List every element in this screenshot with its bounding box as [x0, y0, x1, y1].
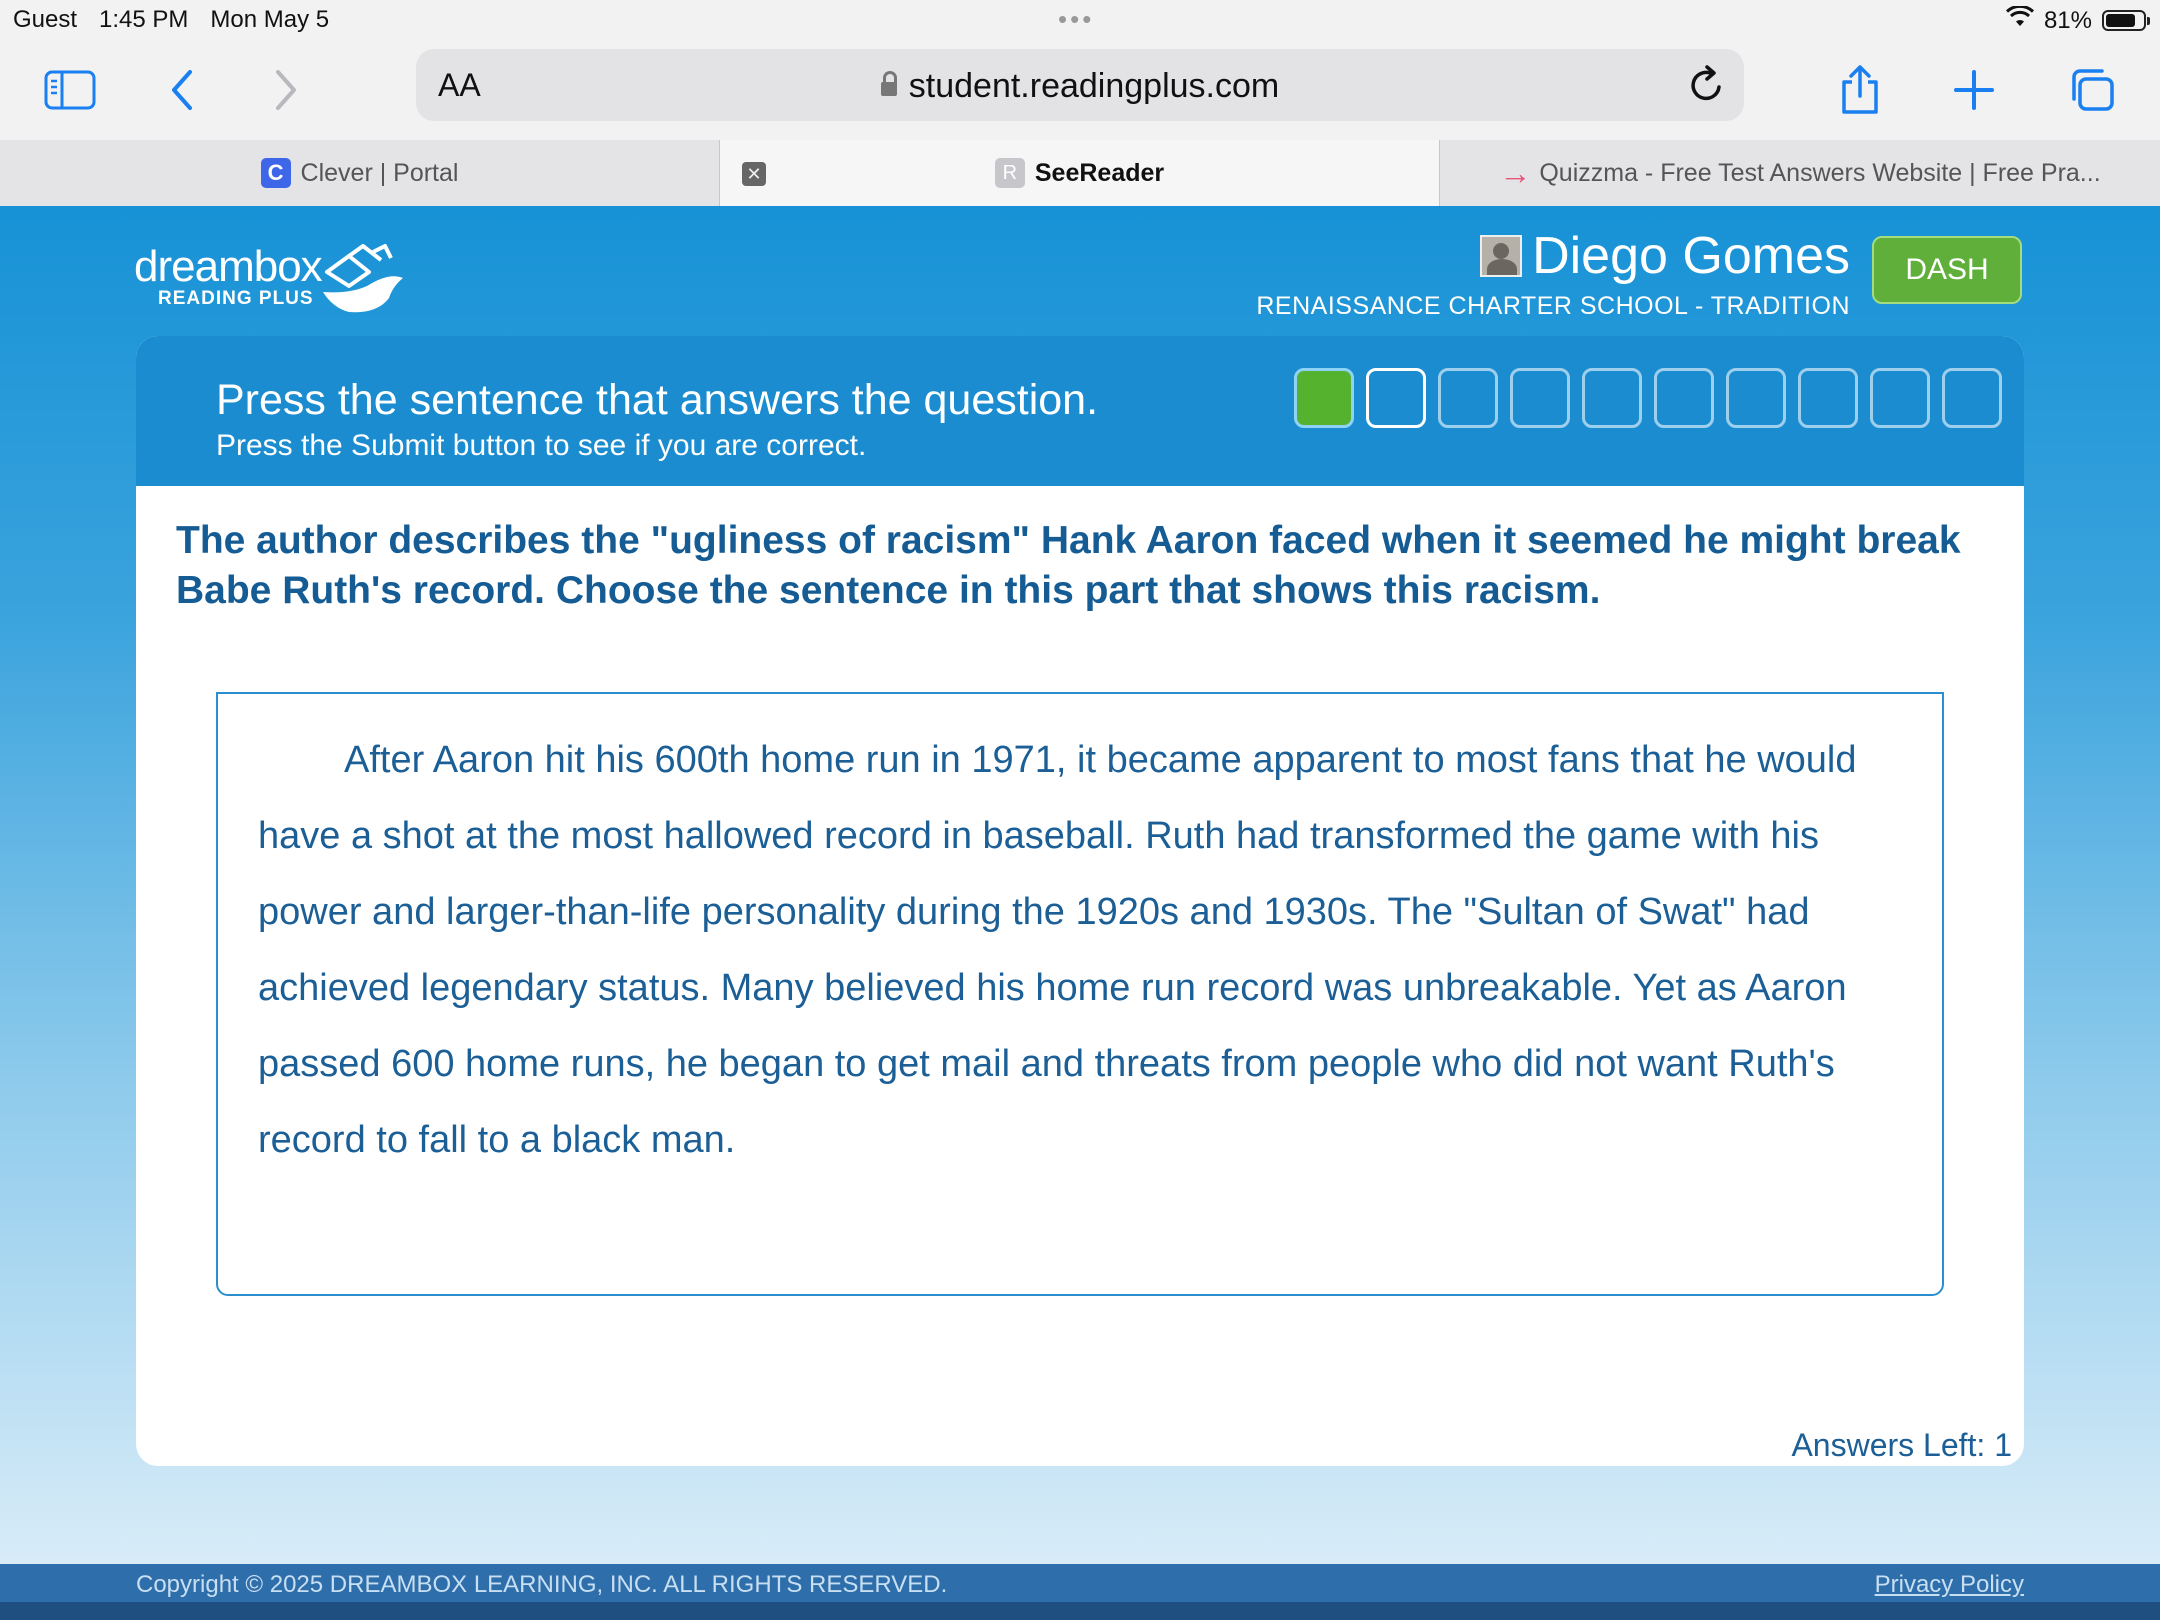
progress-box [1654, 368, 1714, 428]
answers-left: Answers Left: 1 [1791, 1427, 2012, 1463]
battery-percent: 81% [2043, 6, 2092, 34]
progress-box [1582, 368, 1642, 428]
tab-title: Quizzma - Free Test Answers Website | Free Pra... [1539, 158, 2101, 187]
progress-box [1726, 368, 1786, 428]
new-tab-icon[interactable] [1942, 58, 2006, 122]
sub-instruction-text: Press the Submit button to see if you are correct. [216, 429, 867, 462]
sidebar-toggle-icon[interactable] [38, 58, 102, 122]
instruction-header [136, 336, 2024, 486]
progress-box [1798, 368, 1858, 428]
browser-toolbar [0, 44, 2160, 140]
battery-icon [2102, 10, 2146, 31]
quizzma-favicon-icon: → [1499, 154, 1532, 191]
user-name: Diego Gomes [1532, 227, 1850, 285]
status-bar [0, 0, 2160, 44]
passage-paragraph [258, 722, 1906, 1178]
status-time: 1:45 PM [99, 6, 189, 33]
reload-icon[interactable] [1688, 65, 1726, 110]
bird-book-icon [319, 242, 409, 320]
progress-box [1366, 368, 1426, 428]
tab-quizzma[interactable] [1440, 140, 2160, 206]
tab-clever[interactable] [0, 140, 720, 206]
share-icon[interactable] [1828, 58, 1892, 122]
copyright-text: Copyright © 2025 DREAMBOX LEARNING, INC. ALL RIGHTS RESERVED. [136, 1571, 948, 1598]
progress-box [1294, 368, 1354, 428]
tab-title: SeeReader [1034, 158, 1165, 187]
progress-box [1438, 368, 1498, 428]
lock-icon [881, 82, 897, 96]
passage-sentence[interactable]: Yet as Aaron passed 600 home runs, he began to get mail and threats from people who did not want Ruth's record to fall to a black man. [258, 967, 1847, 1161]
close-tab-icon[interactable]: ✕ [742, 162, 766, 186]
tab-seereader[interactable] [720, 140, 1440, 206]
tab-title: Clever | Portal [300, 158, 459, 187]
avatar [1480, 235, 1522, 277]
progress-box [1870, 368, 1930, 428]
question-progress [1294, 368, 2002, 428]
passage-sentence[interactable]: The "Sultan of Swat" had achieved legendary status. [258, 891, 1810, 1009]
passage-sentence[interactable]: Many believed his home run record was unbreakable. [720, 967, 1623, 1009]
forward-icon[interactable] [254, 58, 318, 122]
tab-bar [0, 140, 2160, 206]
status-date: Mon May 5 [210, 6, 330, 33]
progress-box [1942, 368, 2002, 428]
passage-sentence[interactable]: After Aaron hit his 600th home run in 1971, it became apparent to most fans that he would have a shot at the most hallowed record in baseball. [258, 739, 1857, 857]
wifi-icon [2006, 6, 2034, 35]
seereader-favicon-icon: R [995, 158, 1025, 188]
reader-options-button[interactable]: AA [438, 67, 481, 103]
web-page [0, 206, 2160, 1564]
question-text: The author describes the "ugliness of racism" Hank Aaron faced when it seemed he might break Babe Ruth's record. Choose the sentence in this part that shows this racism. [176, 519, 1961, 612]
back-icon[interactable] [150, 58, 214, 122]
dash-button[interactable]: DASH [1872, 236, 2022, 304]
page-footer [0, 1564, 2160, 1620]
privacy-policy-link[interactable]: Privacy Policy [1874, 1571, 2024, 1598]
progress-box [1510, 368, 1570, 428]
passage-sentence[interactable]: Ruth had transformed the game with his power and larger-than-life personality during the 1920s and 1930s. [258, 815, 1819, 933]
clever-favicon-icon: C [261, 158, 291, 188]
address-bar[interactable] [416, 49, 1744, 121]
guest-label: Guest [13, 6, 78, 33]
tab-overview-icon[interactable] [2060, 58, 2124, 122]
url-text: student.readingplus.com [908, 67, 1280, 105]
dreambox-logo: dreambox READING PLUS [134, 242, 322, 310]
instruction-text: Press the sentence that answers the question. [216, 376, 1099, 424]
school-name: RENAISSANCE CHARTER SCHOOL - TRADITION [1256, 292, 1850, 320]
multitasking-dots[interactable]: ••• [1058, 4, 1095, 34]
question-card [136, 336, 2024, 1466]
user-info [1256, 226, 1850, 321]
passage-box [216, 692, 1944, 1296]
